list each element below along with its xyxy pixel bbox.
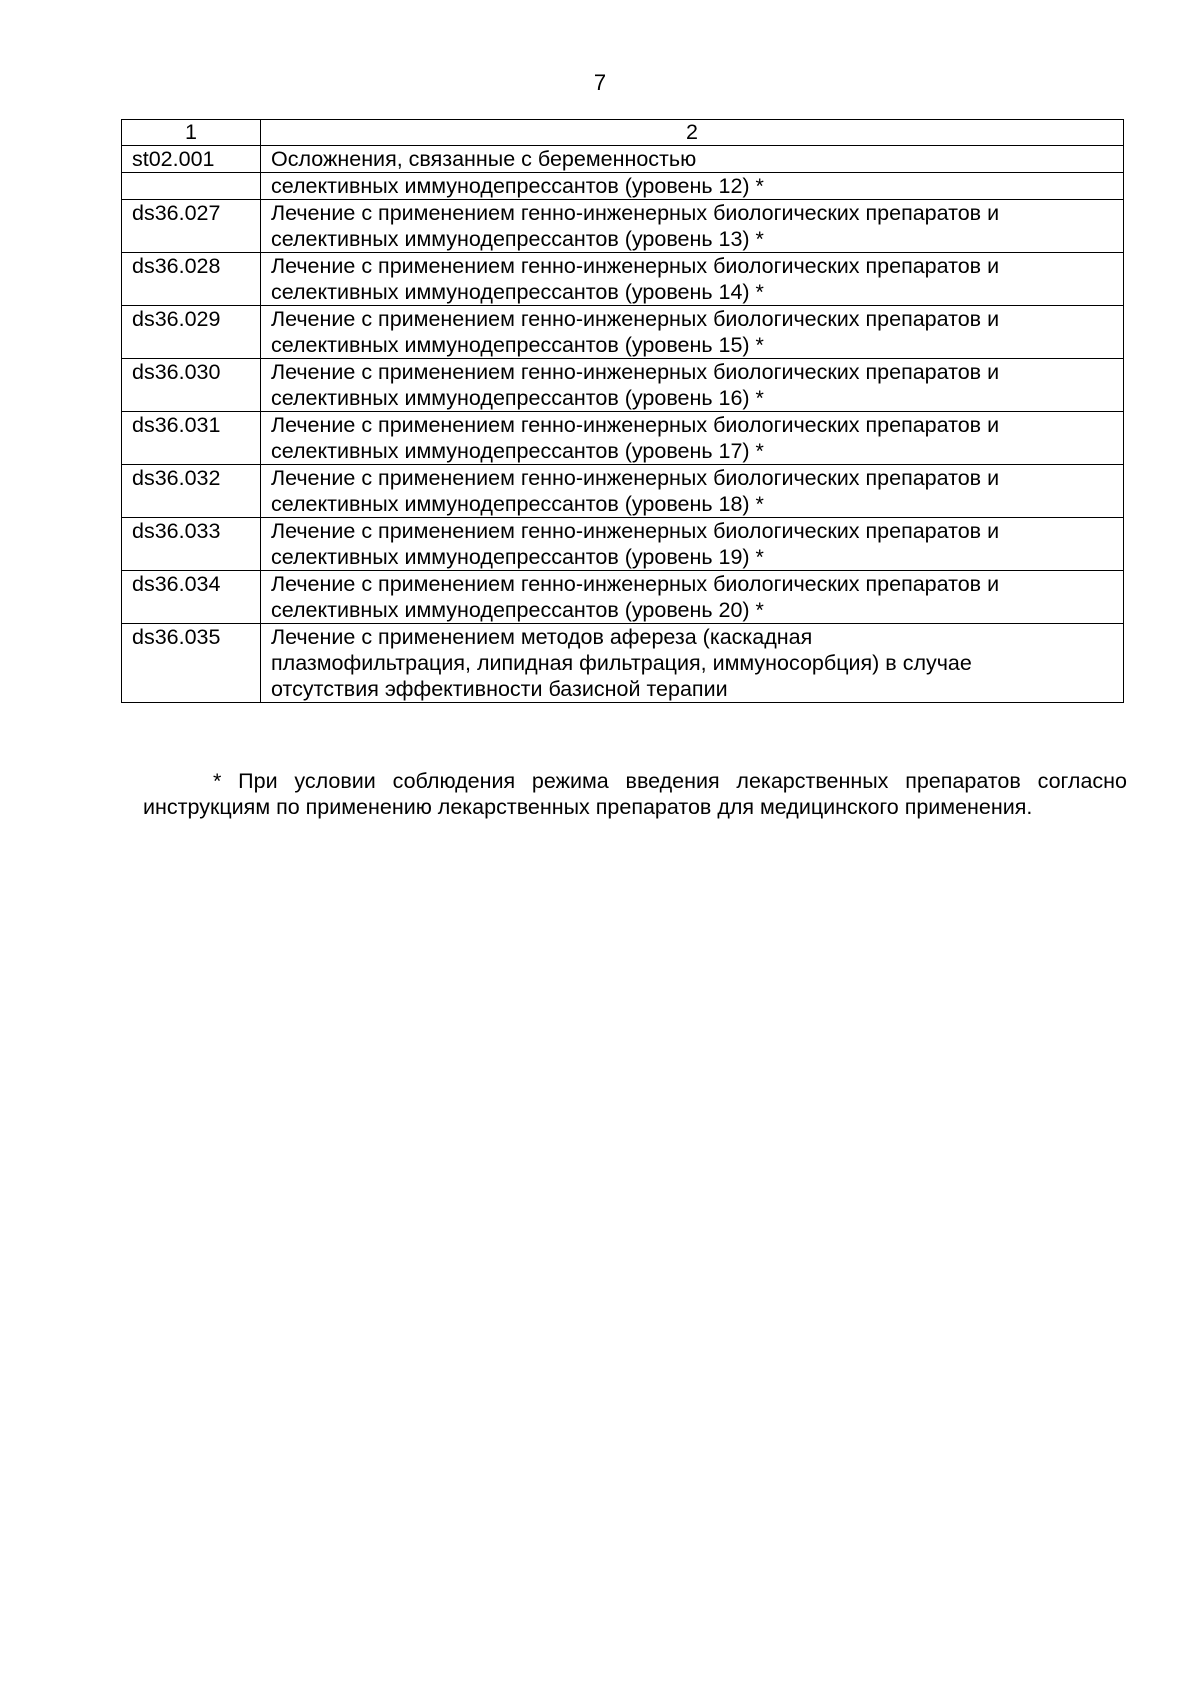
description-line: селективных иммунодепрессантов (уровень 15) *	[271, 333, 764, 357]
row-code: ds36.035	[122, 624, 261, 703]
description-line: Лечение с применением генно-инженерных биологических препаратов и	[271, 201, 1000, 225]
description-line: селективных иммунодепрессантов (уровень 19) *	[271, 545, 764, 569]
page-number: 7	[593, 70, 607, 95]
row-code: ds36.030	[122, 359, 261, 412]
table-row	[122, 359, 1124, 412]
description-line: селективных иммунодепрессантов (уровень 17) *	[271, 439, 764, 463]
description-line: селективных иммунодепрессантов (уровень 16) *	[271, 386, 764, 410]
row-description	[261, 359, 1124, 412]
table-row	[122, 518, 1124, 571]
row-description	[261, 146, 1124, 173]
codes-table	[121, 119, 1124, 703]
row-description	[261, 518, 1124, 571]
column-header-1: 1	[122, 120, 261, 146]
description-line: Лечение с применением генно-инженерных биологических препаратов и	[271, 360, 1000, 384]
row-code	[122, 173, 261, 200]
table-row	[122, 146, 1124, 173]
row-code: ds36.027	[122, 200, 261, 253]
table-row	[122, 465, 1124, 518]
row-description	[261, 624, 1124, 703]
description-line: Лечение с применением генно-инженерных биологических препаратов и	[271, 307, 1000, 331]
description-line: селективных иммунодепрессантов (уровень 14) *	[271, 280, 764, 304]
description-line: Лечение с применением генно-инженерных биологических препаратов и	[271, 254, 1000, 278]
description-line: отсутствия эффективности базисной терапии	[271, 677, 728, 701]
table-row	[122, 200, 1124, 253]
row-description	[261, 200, 1124, 253]
row-description	[261, 253, 1124, 306]
description-line: Лечение с применением методов афереза (каскадная	[271, 625, 813, 649]
description-line: селективных иммунодепрессантов (уровень 20) *	[271, 598, 764, 622]
row-code: ds36.029	[122, 306, 261, 359]
row-description	[261, 465, 1124, 518]
table-row	[122, 306, 1124, 359]
description-line: Лечение с применением генно-инженерных биологических препаратов и	[271, 466, 1000, 490]
row-code: ds36.034	[122, 571, 261, 624]
row-description	[261, 412, 1124, 465]
description-line: Лечение с применением генно-инженерных биологических препаратов и	[271, 519, 1000, 543]
description-line: Лечение с применением генно-инженерных биологических препаратов и	[271, 572, 1000, 596]
description-line: селективных иммунодепрессантов (уровень 13) *	[271, 227, 764, 251]
table-row	[122, 412, 1124, 465]
row-code: ds36.031	[122, 412, 261, 465]
table-row	[122, 253, 1124, 306]
description-line: Лечение с применением генно-инженерных биологических препаратов и	[271, 413, 1000, 437]
table-row	[122, 624, 1124, 703]
table-row	[122, 173, 1124, 200]
row-code: ds36.032	[122, 465, 261, 518]
description-line: селективных иммунодепрессантов (уровень 18) *	[271, 492, 764, 516]
description-line: плазмофильтрация, липидная фильтрация, иммуносорбция) в случае	[271, 651, 972, 675]
footnote: * При условии соблюдения режима введения лекарственных препаратов согласно инструкциям по применению лекарственных препаратов для медицинского применения.	[143, 768, 1127, 819]
description-line: Осложнения, связанные с беременностью	[271, 147, 697, 171]
row-code: ds36.028	[122, 253, 261, 306]
row-description	[261, 306, 1124, 359]
row-description	[261, 571, 1124, 624]
description-line: селективных иммунодепрессантов (уровень 12) *	[271, 174, 764, 198]
row-code: st02.001	[122, 146, 261, 173]
row-description	[261, 173, 1124, 200]
row-code: ds36.033	[122, 518, 261, 571]
table-header-row	[122, 120, 1124, 146]
column-header-2: 2	[261, 120, 1124, 146]
table-row	[122, 571, 1124, 624]
